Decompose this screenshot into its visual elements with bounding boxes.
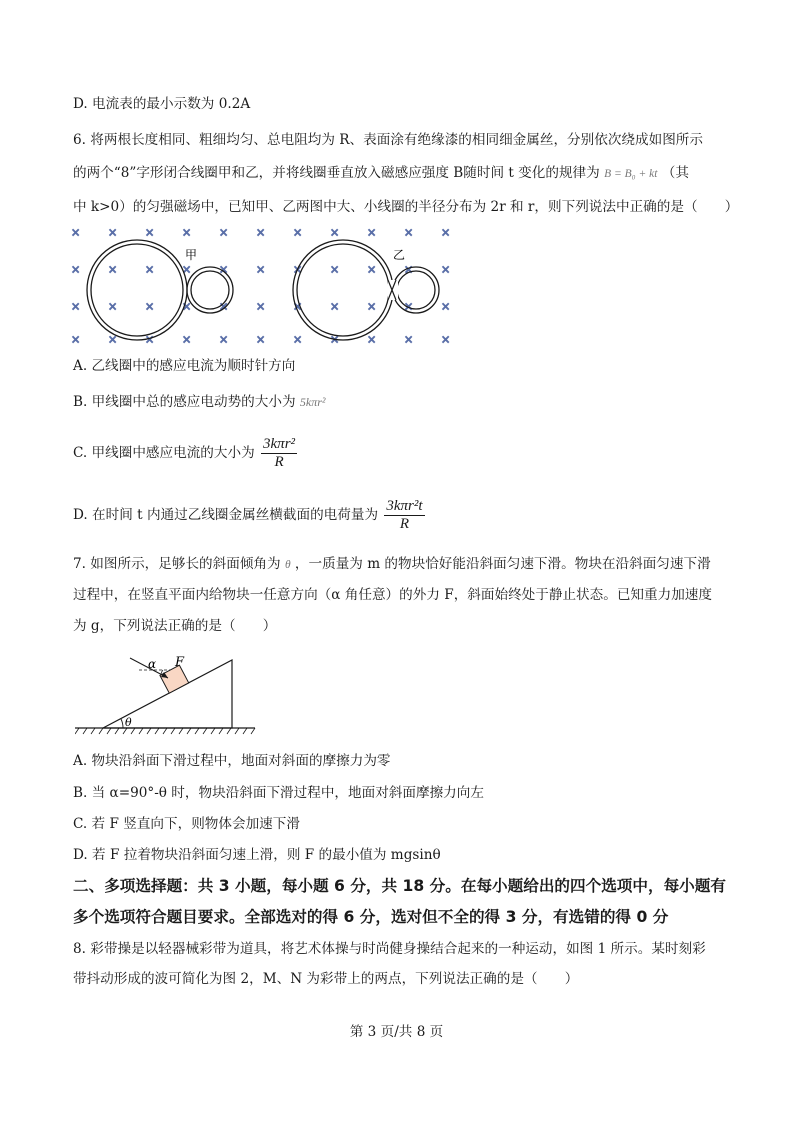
q6-option-d-text: D. 在时间 t 内通过乙线圈金属丝横截面的电荷量为 — [73, 507, 379, 523]
field-cross-mark: × — [367, 333, 377, 346]
field-cross-mark: × — [256, 263, 266, 276]
q7-incline-figure — [75, 648, 265, 736]
field-cross-mark: × — [71, 226, 81, 239]
field-cross-mark: × — [293, 333, 303, 346]
q6-stem-line2-tail: （其 — [661, 165, 689, 181]
q7-stem-line2: 过程中，在竖直平面内给物块一任意方向（α 角任意）的外力 F，斜面始终处于静止状态。已知重力加速度 — [73, 587, 712, 603]
q6-stem-line1: 6. 将两根长度相同、粗细均匀、总电阻均为 R、表面涂有绝缘漆的相同细金属丝，分别依次绕成如图所示 — [73, 132, 703, 148]
field-cross-mark: × — [219, 263, 229, 276]
field-cross-mark: × — [108, 263, 118, 276]
q7-option-d: D. 若 F 拉着物块沿斜面匀速上滑，则 F 的最小值为 mgsinθ — [73, 847, 441, 863]
field-cross-mark: × — [404, 263, 414, 276]
force-f-label: F — [175, 655, 185, 670]
field-cross-mark: × — [293, 300, 303, 313]
q6-option-c — [73, 436, 299, 471]
q6-option-b-formula: 5kπr² — [299, 395, 326, 409]
q7-option-a: A. 物块沿斜面下滑过程中，地面对斜面的摩擦力为零 — [73, 753, 391, 769]
q7-stem-line3: 为 g，下列说法正确的是（ ） — [73, 618, 277, 634]
section2-heading-line2: 多个选项符合题目要求。全部选对的得 6 分，选对但不全的得 3 分，有选错的得 0 分 — [73, 908, 669, 926]
incline-theta-label: θ — [125, 716, 132, 729]
field-cross-mark: × — [182, 300, 192, 313]
q6-option-d — [73, 498, 427, 533]
field-cross-mark: × — [404, 300, 414, 313]
field-cross-mark: × — [182, 226, 192, 239]
field-cross-mark: × — [404, 226, 414, 239]
q7-option-c: C. 若 F 竖直向下，则物体会加速下滑 — [73, 816, 300, 832]
q6-stem-line2-text: 的两个“8”字形闭合线圈甲和乙，并将线圈垂直放入磁感应强度 B随时间 t 变化的规律为 — [73, 165, 600, 181]
field-cross-mark: × — [293, 263, 303, 276]
field-cross-mark: × — [219, 300, 229, 313]
q7-stem-line1-text: 7. 如图所示，足够长的斜面倾角为 — [73, 556, 281, 572]
field-cross-mark: × — [145, 333, 155, 346]
field-cross-mark: × — [441, 263, 451, 276]
page-footer: 第 3 页/共 8 页 — [349, 1024, 444, 1040]
field-cross-mark: × — [367, 300, 377, 313]
force-alpha-label: α — [148, 657, 157, 671]
q6-stem-line3: 中 k>0）的匀强磁场中，已知甲、乙两图中大、小线圈的半径分布为 2r 和 r，则下列说法中正确的是（ ） — [73, 199, 739, 215]
field-cross-mark: × — [182, 263, 192, 276]
field-cross-mark: × — [145, 300, 155, 313]
q7-theta: θ — [284, 559, 291, 571]
field-cross-mark: × — [71, 300, 81, 313]
field-cross-mark: × — [293, 226, 303, 239]
field-cross-mark: × — [256, 300, 266, 313]
field-cross-mark: × — [108, 333, 118, 346]
q6-stem-line2 — [73, 164, 689, 183]
section2-heading-line1: 二、多项选择题：共 3 小题，每小题 6 分，共 18 分。在每小题给出的四个选项中，每小题有 — [73, 877, 726, 895]
label-jia: 甲 — [185, 248, 198, 262]
field-cross-mark: × — [330, 300, 340, 313]
label-yi: 乙 — [393, 248, 406, 262]
q6-option-d-fraction — [384, 498, 424, 533]
q6-b-formula: B = B₀ + kt — [604, 168, 658, 180]
field-cross-mark: × — [367, 226, 377, 239]
q6-option-b-text: B. 甲线圈中总的感应电动势的大小为 — [73, 394, 296, 410]
field-cross-mark: × — [367, 263, 377, 276]
field-cross-mark: × — [219, 333, 229, 346]
field-cross-mark: × — [404, 333, 414, 346]
coil-jia — [87, 240, 233, 340]
field-cross-mark: × — [441, 300, 451, 313]
q6-option-c-denominator: R — [274, 454, 284, 470]
field-cross-mark: × — [71, 333, 81, 346]
q6-option-c-fraction — [261, 436, 297, 471]
field-cross-mark: × — [330, 263, 340, 276]
field-cross-mark: × — [219, 226, 229, 239]
q6-option-c-text: C. 甲线圈中感应电流的大小为 — [73, 445, 255, 461]
q8-stem-line2: 带抖动形成的波可简化为图 2，M、N 为彩带上的两点，下列说法正确的是（ ） — [73, 971, 579, 987]
field-cross-mark: × — [256, 226, 266, 239]
field-cross-mark: × — [330, 226, 340, 239]
q6-option-b — [73, 393, 325, 411]
field-cross-mark: × — [256, 333, 266, 346]
field-cross-mark: × — [108, 300, 118, 313]
field-cross-mark: × — [108, 226, 118, 239]
q7-option-b: B. 当 α=90°-θ 时，物块沿斜面下滑过程中，地面对斜面摩擦力向左 — [73, 785, 484, 801]
q6-option-a: A. 乙线圈中的感应电流为顺时针方向 — [73, 358, 296, 374]
field-cross-mark: × — [330, 333, 340, 346]
q6-option-d-denominator: R — [399, 516, 410, 532]
field-cross-mark: × — [71, 263, 81, 276]
coil-yi — [293, 240, 439, 340]
q7-stem-line1-tail: ，一质量为 m 的物块恰好能沿斜面匀速下滑。物块在沿斜面匀速下滑 — [294, 556, 711, 572]
field-cross-mark: × — [145, 263, 155, 276]
field-cross-mark: × — [182, 333, 192, 346]
q6-option-d-numerator: 3kπr²t — [386, 498, 423, 514]
q5-option-d: D. 电流表的最小示数为 0.2A — [73, 96, 251, 112]
q7-stem-line1 — [73, 555, 711, 574]
field-cross-mark: × — [441, 226, 451, 239]
q8-stem-line1: 8. 彩带操是以轻器械彩带为道具，将艺术体操与时尚健身操结合起来的一种运动，如图 1 所示。某时刻彩 — [73, 941, 706, 957]
q6-coil-figure — [60, 222, 460, 352]
field-cross-mark: × — [145, 226, 155, 239]
q6-option-c-numerator: 3kπr² — [263, 436, 296, 452]
field-cross-mark: × — [441, 333, 451, 346]
